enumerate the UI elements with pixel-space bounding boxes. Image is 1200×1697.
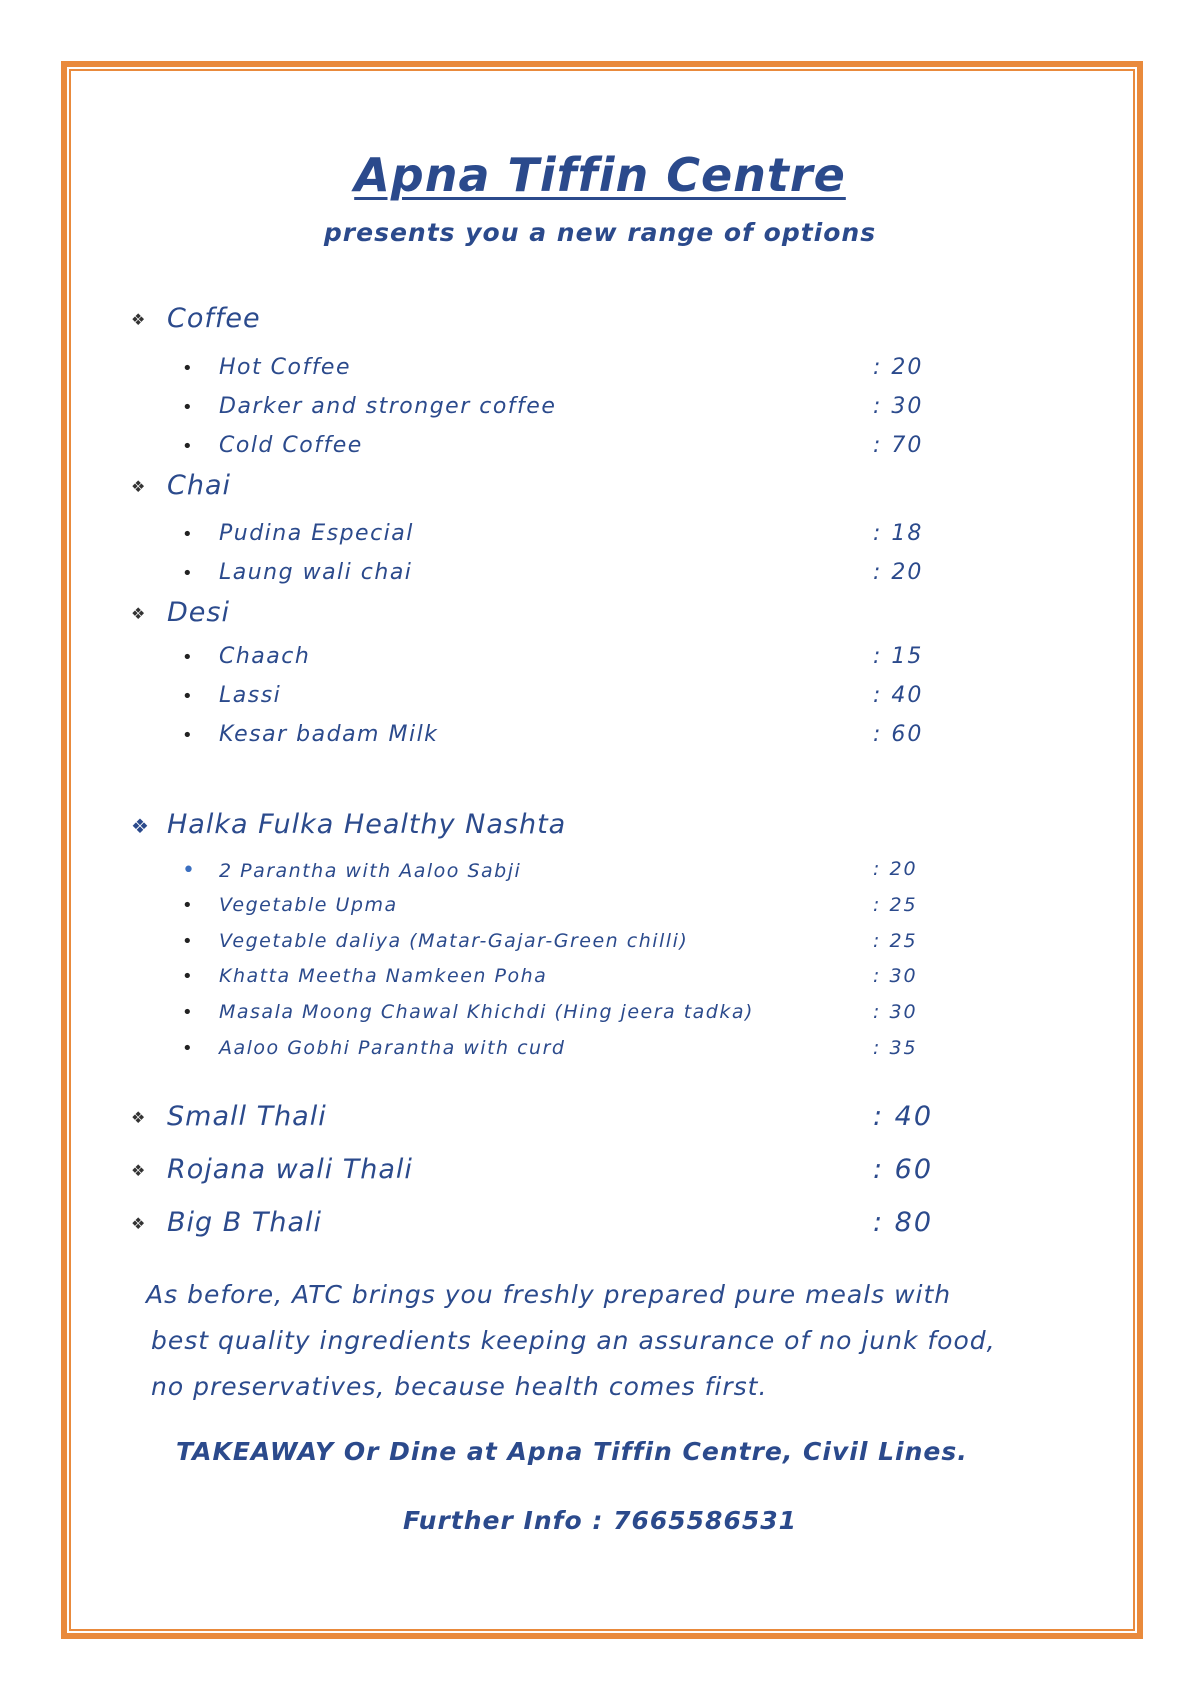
item-price: : 70: [873, 433, 924, 458]
menu-item: [182, 930, 688, 952]
diamond-bullet-icon: ❖: [131, 1214, 147, 1233]
menu-item: [182, 644, 310, 669]
item-price: : 25: [873, 894, 918, 916]
item-price: : 20: [873, 560, 924, 585]
item-price: : 20: [873, 858, 918, 880]
diamond-bullet-icon: ❖: [131, 477, 147, 496]
round-bullet-icon: •: [182, 358, 195, 379]
menu-item: [182, 433, 363, 458]
thali-name: Big B Thali: [167, 1207, 323, 1238]
item-price: : 30: [873, 394, 924, 419]
menu-item: [182, 1037, 565, 1059]
item-price: : 30: [873, 965, 918, 987]
item-name: Chaach: [219, 644, 311, 669]
contact-info: Further Info : 7665586531: [402, 1506, 798, 1535]
round-bullet-icon: •: [182, 686, 195, 707]
round-bullet-icon: •: [182, 524, 195, 545]
diamond-bullet-icon: ❖: [131, 1108, 147, 1127]
category-desi: [131, 597, 230, 628]
item-name: Khatta Meetha Namkeen Poha: [219, 965, 548, 987]
round-bullet-icon: •: [182, 895, 195, 916]
round-bullet-icon: •: [182, 1002, 195, 1023]
category-label: Chai: [167, 470, 232, 501]
category-thali: [131, 1101, 327, 1132]
promo-line: no preservatives, because health comes first.: [151, 1372, 768, 1401]
promo-line: best quality ingredients keeping an assurance of no junk food,: [151, 1326, 996, 1355]
item-name: Laung wali chai: [219, 560, 413, 585]
promo-line: As before, ATC brings you freshly prepared pure meals with: [146, 1280, 952, 1309]
promo-paragraph: [146, 1272, 1046, 1410]
thali-price: : 40: [873, 1101, 934, 1132]
menu-item: [182, 722, 438, 747]
diamond-bullet-icon: ❖: [131, 1161, 147, 1180]
item-name: Lassi: [219, 683, 282, 708]
item-price: : 30: [873, 1001, 918, 1023]
category-chai: [131, 470, 231, 501]
item-price: : 15: [873, 644, 924, 669]
item-name: Pudina Especial: [219, 521, 414, 546]
menu-title: Apna Tiffin Centre: [354, 148, 846, 202]
thali-price: : 80: [873, 1207, 934, 1238]
category-thali: [131, 1207, 322, 1238]
thali-price: : 60: [873, 1154, 934, 1185]
thali-name: Small Thali: [167, 1101, 327, 1132]
menu-item: [182, 858, 521, 883]
item-price: : 18: [873, 521, 924, 546]
menu-subtitle: presents you a new range of options: [323, 218, 877, 247]
item-price: : 40: [873, 683, 924, 708]
item-price: : 25: [873, 930, 918, 952]
item-name: Darker and stronger coffee: [219, 394, 557, 419]
round-bullet-icon: •: [182, 397, 195, 418]
diamond-bullet-icon: ❖: [131, 310, 147, 329]
menu-item: [182, 560, 412, 585]
category-label: Halka Fulka Healthy Nashta: [167, 809, 567, 840]
round-bullet-icon: •: [182, 647, 195, 668]
diamond-bullet-icon: ❖: [131, 813, 150, 838]
item-price: : 35: [873, 1037, 918, 1059]
item-name: Masala Moong Chawal Khichdi (Hing jeera tadka): [219, 1001, 754, 1023]
item-name: Vegetable daliya (Matar-Gajar-Green chilli): [219, 930, 689, 952]
round-bullet-icon: •: [182, 858, 197, 883]
item-name: Aaloo Gobhi Parantha with curd: [219, 1037, 566, 1059]
takeaway-note: TAKEAWAY Or Dine at Apna Tiffin Centre, Civil Lines.: [176, 1437, 968, 1466]
round-bullet-icon: •: [182, 966, 195, 987]
item-name: Vegetable Upma: [219, 894, 398, 916]
menu-item: [182, 355, 351, 380]
item-name: Kesar badam Milk: [219, 722, 439, 747]
round-bullet-icon: •: [182, 563, 195, 584]
category-nashta: [131, 809, 566, 840]
category-coffee: [131, 303, 261, 334]
menu-item: [182, 394, 556, 419]
item-name: 2 Parantha with Aaloo Sabji: [219, 860, 522, 882]
menu-item: [182, 521, 414, 546]
item-name: Hot Coffee: [219, 355, 352, 380]
item-name: Cold Coffee: [219, 433, 363, 458]
menu-item: [182, 965, 547, 987]
menu-item: [182, 1001, 754, 1023]
thali-name: Rojana wali Thali: [167, 1154, 413, 1185]
category-thali: [131, 1154, 413, 1185]
round-bullet-icon: •: [182, 1038, 195, 1059]
menu-item: [182, 683, 281, 708]
item-price: : 20: [873, 355, 924, 380]
round-bullet-icon: •: [182, 931, 195, 952]
menu-item: [182, 894, 398, 916]
diamond-bullet-icon: ❖: [131, 604, 147, 623]
round-bullet-icon: •: [182, 725, 195, 746]
category-label: Coffee: [167, 303, 261, 334]
round-bullet-icon: •: [182, 436, 195, 457]
category-label: Desi: [167, 597, 230, 628]
item-price: : 60: [873, 722, 924, 747]
